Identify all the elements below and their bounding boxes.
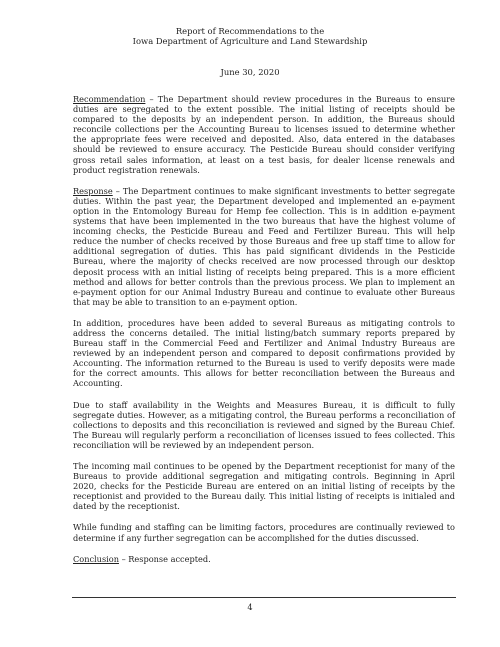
conclusion-text: – Response accepted. — [118, 553, 211, 564]
report-body — [73, 94, 455, 575]
report-header — [0, 26, 500, 46]
report-date: June 30, 2020 — [220, 67, 280, 77]
footer-divider — [72, 597, 456, 598]
recommendation-text: – The Department should review procedures in the Bureaus to ensure duties are segregated to the extent possible. The initial listing of receipts should be compared to the deposits by an independent person. In addition, the Bureaus should reconcile collections per the Accounting Bureau to licenses issued to determine whether the appropriate fees were received and deposited. Also, data entered in the databases should be reviewed to ensure accuracy. The Pesticide Bureau should consider verifying gross retail sales information, at least on a test basis, for dealer license renewals and product registration renewals. — [73, 94, 455, 175]
response-heading: Response — [73, 185, 113, 196]
funding-paragraph: While funding and staffing can be limiting factors, procedures are continually reviewed to determine if any further segregation can be accomplished for the duties discussed. — [73, 522, 455, 543]
conclusion-heading: Conclusion — [73, 553, 119, 564]
recommendation-paragraph — [73, 94, 455, 175]
response-paragraph — [73, 186, 455, 307]
conclusion-paragraph — [73, 554, 455, 564]
response-text: – The Department continues to make significant investments to better segregate duties. Within the past year, the Department developed and implemented an e-payment option in the Entomology Bureau for Hemp fee collection. This is in addition e-payment systems that have been implemented in the two bureaus that have the highest volume of incoming checks, the Pesticide Bureau and Feed and Fertilizer Bureau. This will help reduce the number of checks received by those Bureaus and free up staff time to allow for additional segregation of duties. This has paid significant dividends in the Pesticide Bureau, where the majority of checks received are now processed through our desktop deposit process with an initial listing of receipts being prepared. This is a more efficient method and allows for better controls than the previous process. We plan to implement an e-payment option for our Animal Industry Bureau and continue to evaluate other Bureaus that may be able to transition to an e-payment option. — [73, 185, 455, 307]
recommendation-heading: Recommendation — [73, 94, 146, 104]
header-title-line-2: Iowa Department of Agriculture and Land Stewardship — [132, 36, 368, 47]
weights-measures-paragraph: Due to staff availability in the Weights and Measures Bureau, it is difficult to fully segregate duties. However, as a mitigating control, the Bureau performs a reconciliation of collections to deposits and this reconciliation is reviewed and signed by the Bureau Chief. The Bureau will regularly perform a reconciliation of licenses issued to fees collected. This reconciliation will be reviewed by an independent person. — [73, 399, 455, 450]
incoming-mail-paragraph: The incoming mail continues to be opened by the Department receptionist for many of the Bureaus to provide additional segregation and mitigating controls. Beginning in April 2020, checks for the Pesticide Bureau are entered on an initial listing of receipts by the receptionist and provided to the Bureau daily. This initial listing of receipts is initialed and dated by the receptionist. — [73, 461, 455, 512]
header-title-line-1: Report of Recommendations to the — [175, 26, 325, 36]
mitigating-controls-paragraph: In addition, procedures have been added to several Bureaus as mitigating controls to address the concerns detailed. The initial listing/batch summary reports prepared by Bureau staff in the Commercial Feed and Fertilizer and Animal Industry Bureaus are reviewed by an independent person and compared to deposit confirmations provided by Accounting. The information returned to the Bureau is used to verify deposits were made for the correct amounts. This allows for better reconciliation between the Bureaus and Accounting. — [73, 317, 455, 389]
page-number: 4 — [247, 602, 253, 612]
